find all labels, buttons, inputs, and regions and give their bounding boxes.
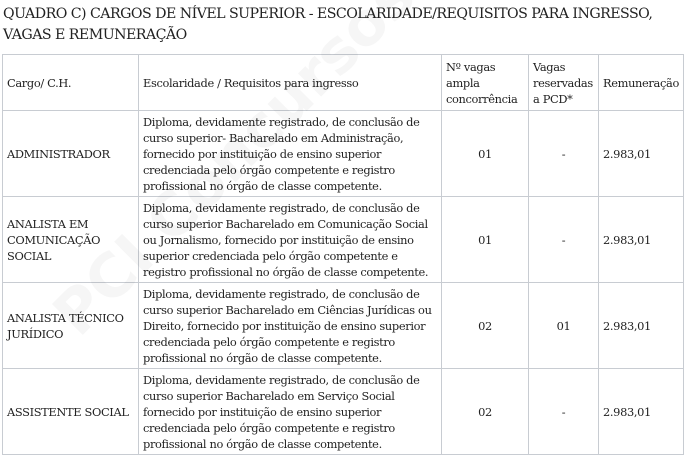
header-requisitos: Escolaridade / Requisitos para ingresso [139, 55, 442, 111]
cell-vagas-ampla: 01 [442, 197, 529, 283]
table-row [3, 283, 684, 369]
positions-table [2, 54, 684, 455]
cell-remuneracao: 2.983,01 [599, 111, 684, 197]
cell-requisitos: Diploma, devidamente registrado, de conclusão de curso superior Bacharelado em Serviço Social fornecido por instituição de ensino superior credenciada pelo órgão competente e registro profissional no órgão de classe competente. [139, 369, 442, 455]
cell-vagas-ampla: 02 [442, 283, 529, 369]
cell-requisitos: Diploma, devidamente registrado, de conclusão de curso superior- Bacharelado em Administração, fornecido por instituição de ensino superior credenciada pelo órgão competente e registro profissional no órgão de classe competente. [139, 111, 442, 197]
table-row [3, 111, 684, 197]
cell-vagas-ampla: 02 [442, 369, 529, 455]
header-remuneracao: Remuneração [599, 55, 684, 111]
header-cargo: Cargo/ C.H. [3, 55, 139, 111]
cell-remuneracao: 2.983,01 [599, 369, 684, 455]
table-row [3, 197, 684, 283]
table-header-row [3, 55, 684, 111]
cell-vagas-pcd: - [529, 369, 599, 455]
cell-vagas-pcd: 01 [529, 283, 599, 369]
table-row [3, 369, 684, 455]
cell-vagas-ampla: 01 [442, 111, 529, 197]
cell-vagas-pcd: - [529, 111, 599, 197]
cell-remuneracao: 2.983,01 [599, 283, 684, 369]
cell-requisitos: Diploma, devidamente registrado, de conclusão de curso superior Bacharelado em Comunicação Social ou Jornalismo, fornecido por instituição de ensino superior credenciada pelo órgão competente e registro profissional no órgão de classe competente. [139, 197, 442, 283]
header-vagas-ampla: Nº vagas ampla concorrência [442, 55, 529, 111]
document-title: QUADRO C) CARGOS DE NÍVEL SUPERIOR - ESCOLARIDADE/REQUISITOS PARA INGRESSO, VAGAS E REMUNERAÇÃO [3, 6, 653, 43]
cell-cargo: ANALISTA EM COMUNICAÇÃO SOCIAL [3, 197, 139, 283]
cell-cargo: ANALISTA TÉCNICO JURÍDICO [3, 283, 139, 369]
cell-remuneracao: 2.983,01 [599, 197, 684, 283]
cell-cargo: ASSISTENTE SOCIAL [3, 369, 139, 455]
header-vagas-pcd: Vagas reservadas a PCD* [529, 55, 599, 111]
cell-vagas-pcd: - [529, 197, 599, 283]
cell-cargo: ADMINISTRADOR [3, 111, 139, 197]
cell-requisitos: Diploma, devidamente registrado, de conclusão de curso superior Bacharelado em Ciências Jurídicas ou Direito, fornecido por instituição de ensino superior credenciada pelo órgão competente e registro profissional no órgão de classe competente. [139, 283, 442, 369]
